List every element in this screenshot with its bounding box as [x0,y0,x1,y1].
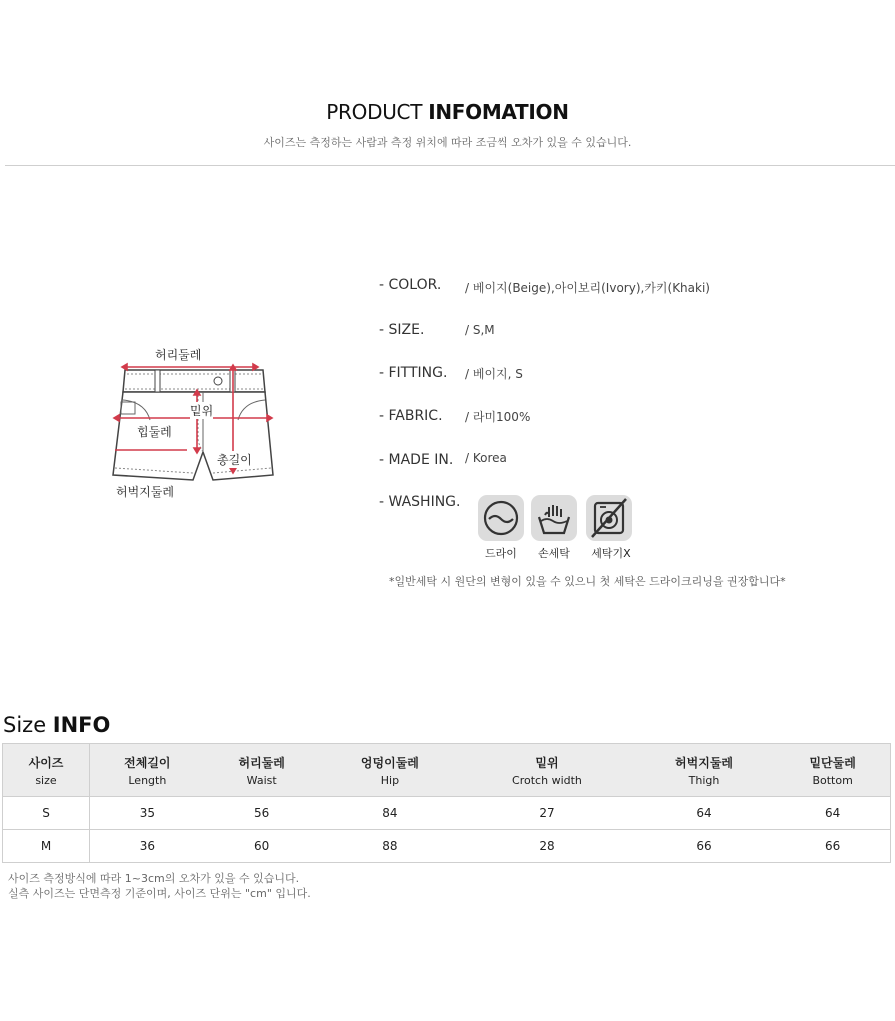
table-cell-size: S [3,797,90,830]
spec-washing-label: - WASHING. [379,494,461,510]
diagram-label-crotch: 밑위 [190,404,214,418]
washing-note: *일반세탁 시 원단의 변형이 있을 수 있으니 첫 세탁은 드라이크리닝을 권장합니다* [389,575,786,588]
spec-made-in-label: - MADE IN. [379,452,454,468]
wash-label-hand: 손세탁 [538,547,570,560]
col-header-thigh-en: Thigh [688,773,720,787]
page-subtitle: 사이즈는 측정하는 사람과 측정 위치에 따라 조금씩 오차가 있을 수 있습니다. [263,136,632,149]
table-row [3,830,891,863]
size-table-header-row [3,744,891,797]
spec-fitting-value: / 베이지, S [465,367,523,381]
col-header-length-ko: 전체길이 [124,755,171,770]
spec-fitting-label: - FITTING. [379,365,448,381]
table-cell-thigh: 64 [633,797,775,830]
col-header-waist-ko: 허리둘레 [238,755,285,770]
spec-fabric-label: - FABRIC. [379,408,443,424]
spec-fabric-value: / 라미100% [465,410,531,424]
table-cell-hip: 84 [319,797,461,830]
hand-wash-icon [531,495,577,541]
col-header-thigh-ko: 허벅지둘레 [675,755,734,770]
table-cell-waist: 60 [205,830,319,863]
table-row [3,797,891,830]
table-cell-length: 35 [90,797,205,830]
size-info-title [3,713,110,737]
col-header-hip-en: Hip [380,773,400,787]
size-info-title-light: Size [3,713,53,737]
page-title [0,100,895,124]
col-header-crotch [461,744,633,797]
diagram-label-length: 총길이 [217,453,252,467]
header-divider [5,165,895,166]
spec-size-label: - SIZE. [379,322,425,338]
col-header-size-en: size [35,773,57,787]
dry-clean-icon [478,495,524,541]
wash-label-dry: 드라이 [485,547,517,560]
col-header-size-ko: 사이즈 [28,755,64,770]
col-header-waist [205,744,319,797]
col-header-bottom-ko: 밑단둘레 [809,755,856,770]
table-cell-hip: 88 [319,830,461,863]
size-note-1: 사이즈 측정방식에 따라 1~3cm의 오차가 있을 수 있습니다. [8,872,300,885]
col-header-hip [319,744,461,797]
diagram-label-waist: 허리둘레 [155,348,202,362]
table-cell-size: M [3,830,90,863]
size-info-title-bold: INFO [52,713,111,737]
page-title-bold: INFOMATION [428,100,569,124]
col-header-bottom-en: Bottom [812,773,853,787]
table-cell-crotch: 27 [461,797,633,830]
spec-color-value: / 베이지(Beige),아이보리(Ivory),카키(Khaki) [465,281,710,295]
wash-label-no-machine: 세탁기X [591,547,631,560]
spec-made-in-value: / Korea [465,451,507,465]
size-table [2,743,891,863]
col-header-size [3,744,90,797]
col-header-bottom [775,744,890,797]
spec-size-value: / S,M [465,323,495,337]
spec-color-label: - COLOR. [379,277,442,293]
col-header-waist-en: Waist [246,773,277,787]
col-header-thigh [633,744,775,797]
size-note-2: 실측 사이즈는 단면측정 기준이며, 사이즈 단위는 "cm" 입니다. [8,887,311,900]
table-cell-bottom: 64 [775,797,890,830]
table-cell-waist: 56 [205,797,319,830]
table-cell-crotch: 28 [461,830,633,863]
page-title-light: PRODUCT [326,100,429,124]
col-header-length-en: Length [128,773,167,787]
col-header-hip-ko: 엉덩이둘레 [360,755,419,770]
no-machine-wash-icon [586,495,632,541]
diagram-label-thigh: 허벅지둘레 [116,485,174,499]
table-cell-thigh: 66 [633,830,775,863]
table-cell-bottom: 66 [775,830,890,863]
col-header-length [90,744,205,797]
col-header-crotch-en: Crotch width [512,773,582,787]
col-header-crotch-ko: 밑위 [535,755,559,770]
table-cell-length: 36 [90,830,205,863]
diagram-label-hip: 힙둘레 [137,425,172,439]
